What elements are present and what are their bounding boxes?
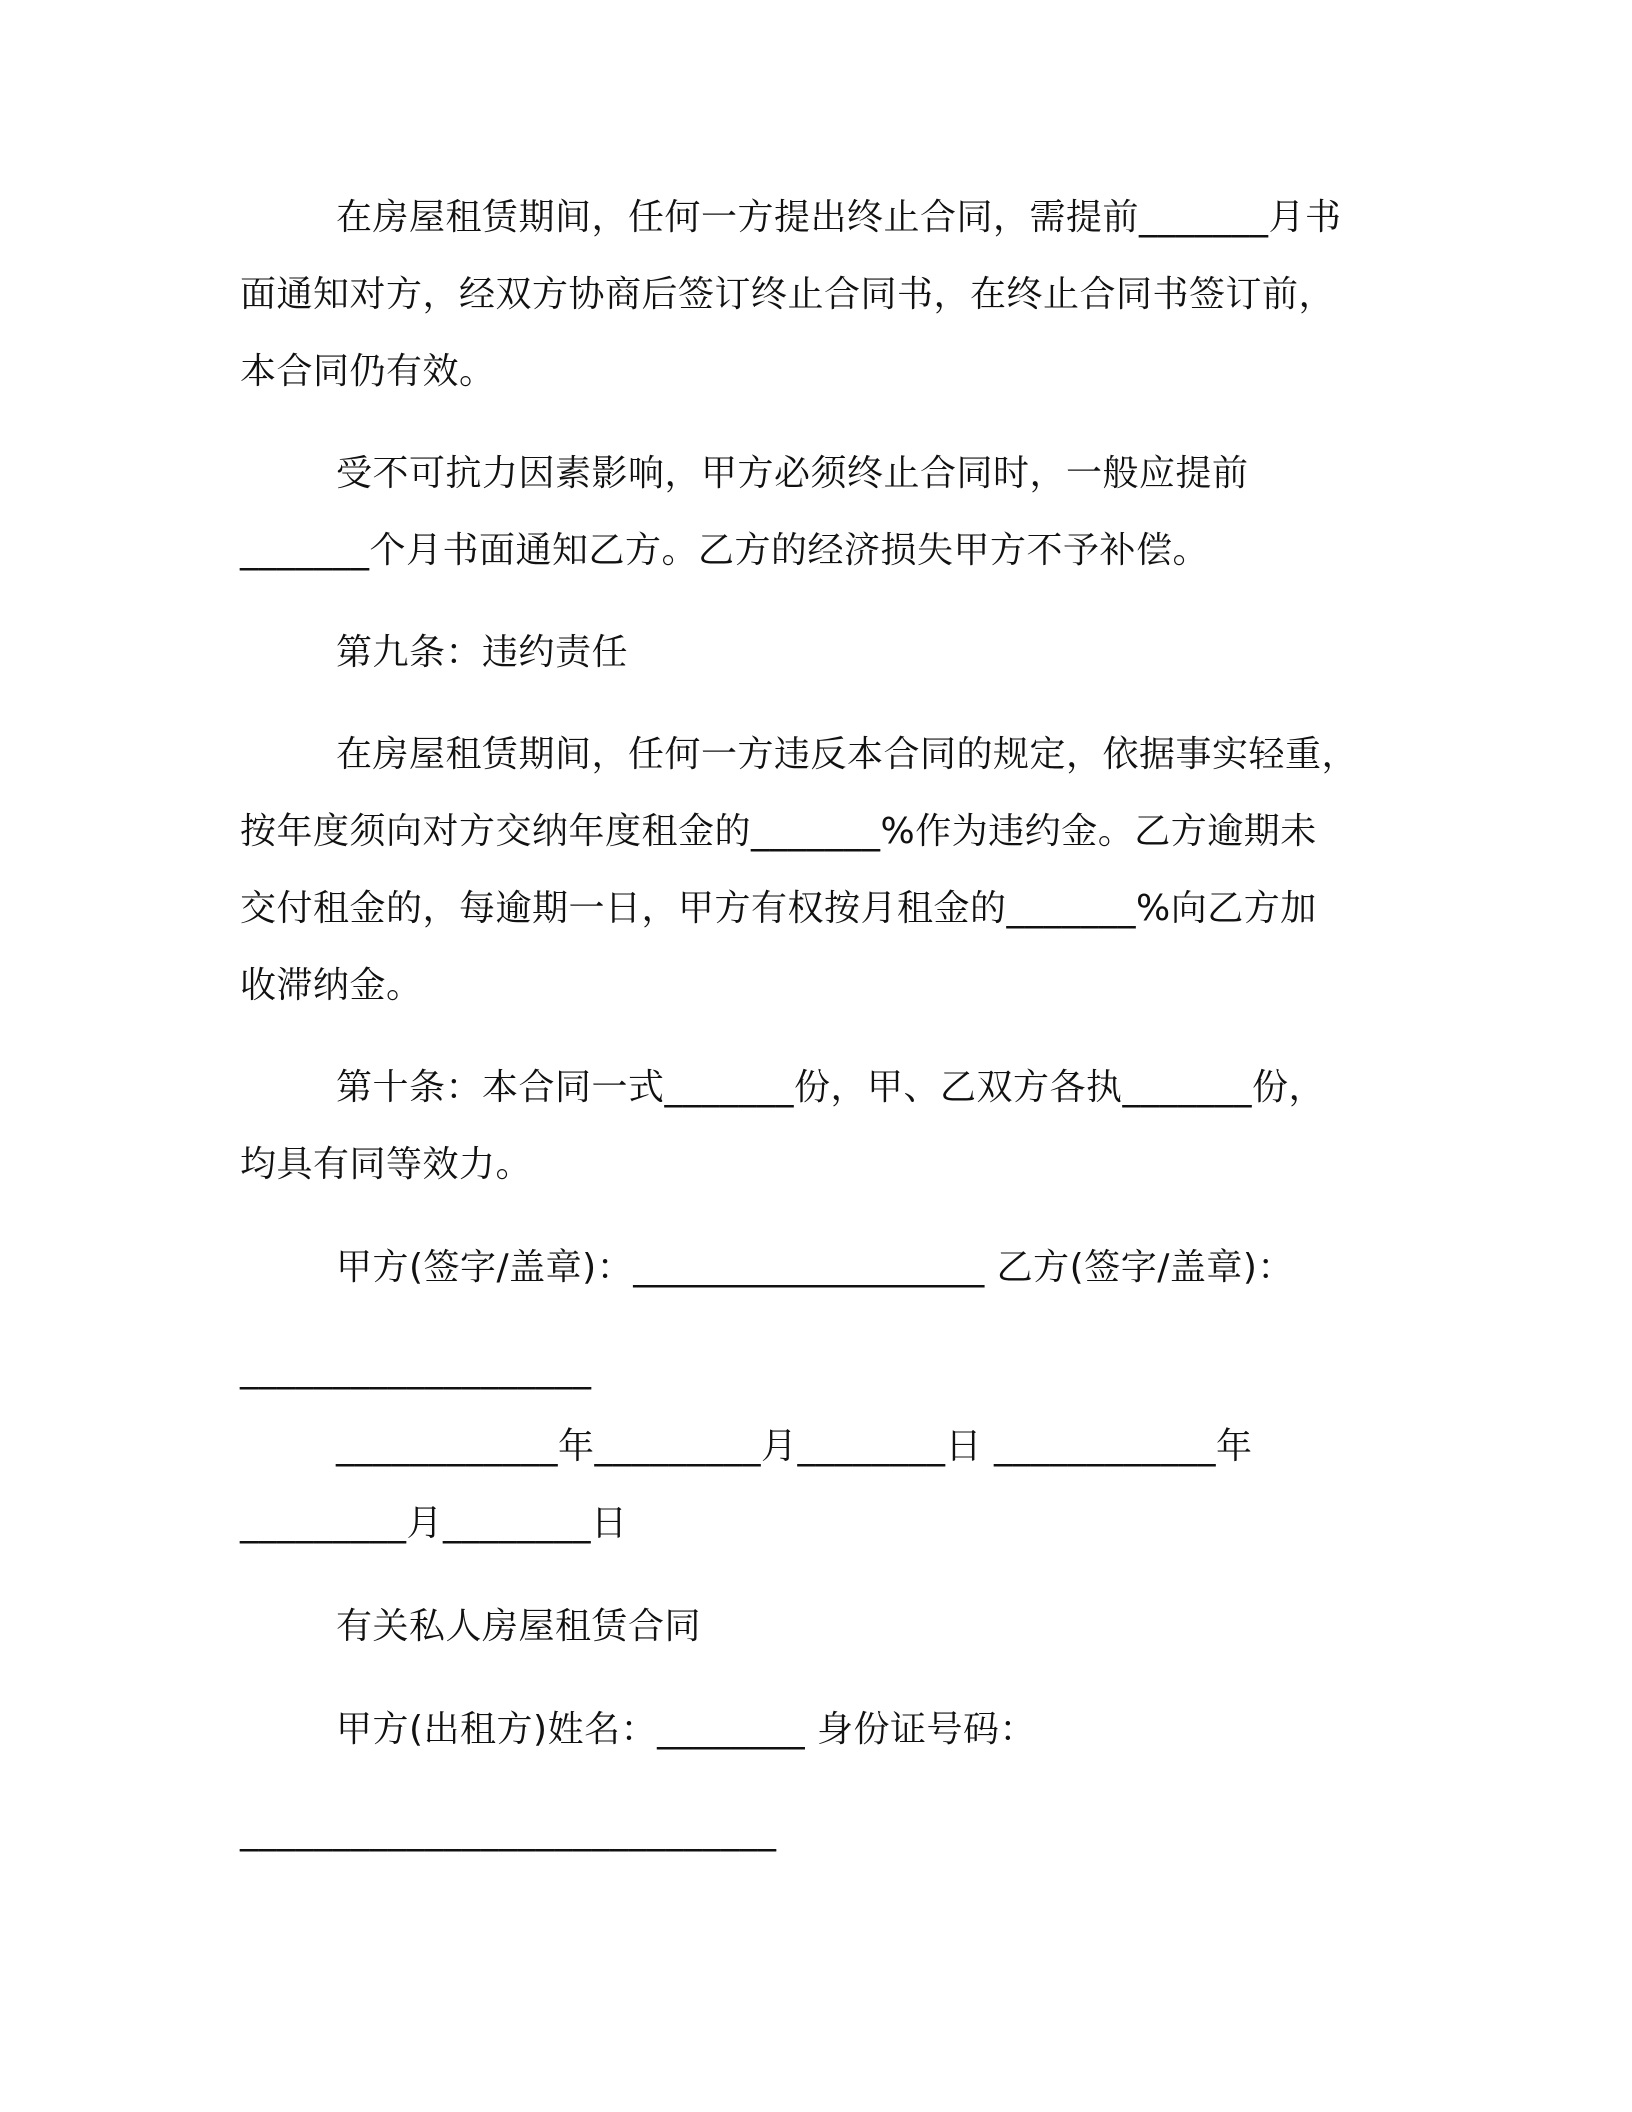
text-line-3: 本合同仍有效。 <box>240 351 496 392</box>
text-line-5: _______个月书面通知乙方。乙方的经济损失甲方不予补偿。 <box>240 530 1210 571</box>
article-nine-heading: 第九条：违约责任 <box>336 632 629 673</box>
date-line-2: _________月________日 <box>240 1503 628 1544</box>
text-line-8: 按年度须向对方交纳年度租金的_______%作为违约金。乙方逾期未 <box>240 811 1317 852</box>
text-line-7: 在房屋租赁期间，任何一方违反本合同的规定，依据事实轻重， <box>336 734 1359 775</box>
date-line-1: ____________年_________月________日 ____________年 <box>336 1426 1253 1467</box>
signature-line-1: 甲方(签字/盖章)：___________________ 乙方(签字/盖章)： <box>336 1247 1294 1288</box>
party-a-info-line-2: _____________________________ <box>240 1811 777 1852</box>
text-line-2: 面通知对方，经双方协商后签订终止合同书，在终止合同书签订前， <box>240 274 1336 315</box>
party-a-info-line-1: 甲方(出租方)姓名：________ 身份证号码： <box>336 1709 1037 1750</box>
text-line-4: 受不可抗力因素影响，甲方必须终止合同时，一般应提前 <box>336 453 1249 494</box>
text-line-10: 收滞纳金。 <box>240 965 423 1006</box>
article-ten-line-1: 第十条：本合同一式_______份，甲、乙双方各执_______份， <box>336 1067 1326 1108</box>
signature-line-2: ___________________ <box>240 1349 592 1390</box>
text-line-9: 交付租金的，每逾期一日，甲方有权按月租金的_______%向乙方加 <box>240 888 1317 929</box>
section-title: 有关私人房屋租赁合同 <box>336 1606 702 1647</box>
text-line-1: 在房屋租赁期间，任何一方提出终止合同，需提前_______月书 <box>336 197 1342 238</box>
article-ten-line-2: 均具有同等效力。 <box>240 1144 533 1185</box>
